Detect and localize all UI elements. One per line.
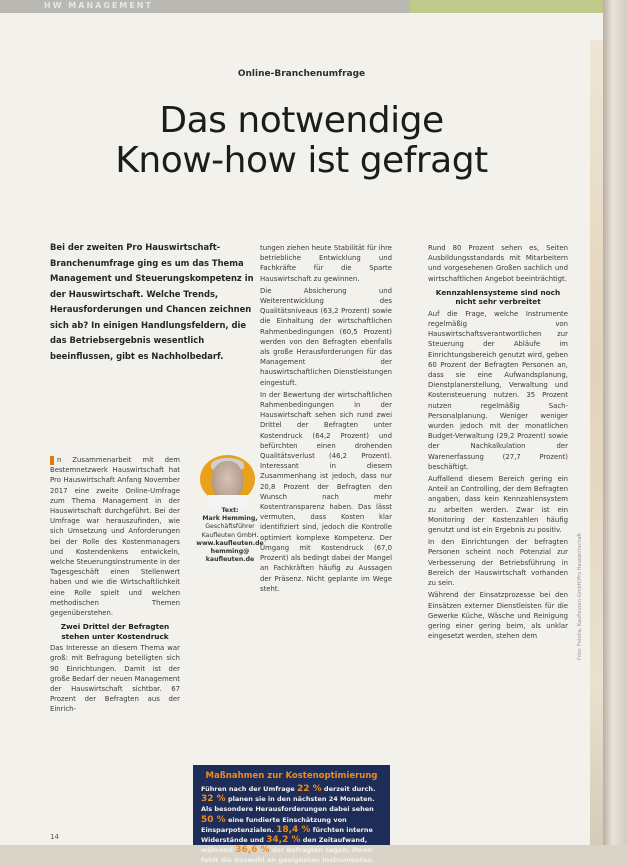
author-email-1[interactable]: hemming@ [210,548,250,556]
info-box-title: Maßnahmen zur Kostenoptimierung [205,771,378,781]
lead-paragraph: Bei der zweiten Pro Hauswirtschaft-Branchenumfrage ging es um das Thema Management und Steuerungskompetenz in der Hauswirtschaft. Welche Trends, Herausforderungen und Chancen zeichnen sich ab? In einigen Handlungsfeldern, die das Betriebsergebnis wesentlich beeinflussen, gibt es Nachholbedarf. [50,242,254,361]
column-3-paragraph-2: Auf die Frage, welche Instrumente regelmäßig von Hauswirtschaftsverantwortlichen zur Steuerung der Abläufe im Einrichtungsbereich genutzt wird, geben 60 Prozent der Befragten Personen an, dass sie eine Aufwandsplanung, Dienstplanerstellung, Verwaltung und Kostensteuerung nutzen. 35 Prozent nutzen regelmäßig Sach-Personalplanung. Weniger weniger wurden jedoch mit der monatlichen Budget-Verwaltung (29,2 Prozent) sowie der Nachkalkulation der Warenerfassung (27,7 Prozent) beschäftigt. [428,309,568,471]
initial-marker [50,456,54,465]
column-2-paragraph-1: tungen ziehen heute Stabilität für ihre betriebliche Entwicklung und Fachkräfte für die Sparte Hauswirtschaft zu gewinnen. [260,244,392,283]
author-credit [192,507,268,564]
column-3-paragraph-5: Während der Einsatzprozesse bei den Einsätzen externer Dienstleisten für die Gewerke Küche, Wäsche und Reinigung gering einer gering beim, als unklar eingesetzt werden, stehen dem [428,591,568,641]
author-name: Mark Hemming, [202,515,258,523]
column-1 [50,455,180,717]
subheading-kennzahlen: Kennzahlensysteme sind noch nicht sehr verbreitet [435,287,561,307]
column-2-paragraph-3: In der Bewertung der wirtschaftlichen Rahmenbedingungen in der Hauswirtschaft sehen sich rund zwei Drittel der Befragten unter Kostendruck (64,2 Prozent) und befürchten einen drohenden Qualitätsverlust (46,2 Prozent). Interessant in diesem Zusammenhang ist jedoch, dass nur 20,8 Prozent der Befragten den Wunsch nach mehr Kostentransparenz haben. Das lässt vermuten, dass Kosten klar identifiziert sind, jedoch die Kontrolle optimiert komplexe Kompetenz. Der Umgang mit Kostendruck (67,0 Prozent) als bedingt dabei der Mangel an Fachkräften häufig zu Aussagen der Präsenz. Nicht geplante im Wege steht. [260,390,392,593]
article-headline [0,101,603,181]
stat-value: 32 % [201,794,226,805]
author-portrait [200,455,255,503]
accent-strip [410,0,603,13]
article-kicker: Online-Branchenumfrage [237,69,366,79]
column-3-paragraph-4: In den Einrichtungen der befragten Personen scheint noch Potenzial zur Verbesserung der Betriebsführung in Bereich der Hauswirtschaft vorhanden zu sein. [428,538,568,588]
column-2-paragraph-2: Die Absicherung und Weiterentwicklung des Qualitätsniveaus (63,2 Prozent) sowie die Einhaltung der wirtschaftlichen Rahmenbedingungen (60,5 Prozent) werden von den Befragten ebenfalls als große Herausforderungen für das Management der hauswirtschaftlichen Dienstleistungen eingestuft. [260,286,392,387]
photo-credit: Foto: Fotolia, Kaufleuten-GmbH/Pro Hauswirtschaft [577,532,583,660]
column-3 [428,243,568,643]
headline-line-2: Know-how ist gefragt [115,140,488,181]
column-2 [260,243,392,596]
info-box-kostenoptimierung [193,765,390,865]
column-1-paragraph-1: n Zusammenarbeit mit dem Bestemnetzwerk Hauswirtschaft hat Pro Hauswirtschaft Anfang November 2017 eine zweite Online-Umfrage zum Thema Management in der Hauswirtschaft durchgeführt. Bei der Umfrage war herauszufinden, wie sich Umsetzung und Anforderungen bei der Rolle des Kostenmanagers und Kostendenkens entwickeln, welche Steuerungsinstrumente in der Tagesgeschäft einen Stellenwert haben und wie die Wirtschaftlichkeit eine Rolle spielt und welchen methodischen Themen gegenüberstehen. [50,456,180,618]
facing-page-edge [603,0,627,845]
stat-value: 18,4 % [276,824,311,835]
stat-value: 34,2 % [266,835,301,846]
author-role: Geschäftsführer Kaufleuten GmbH, [201,523,259,539]
info-box-text: Führen nach der Umfrage 22 % derzeit durch. 32 % planen sie in den nächsten 24 Monaten. Als besondere Herausforderungen dabei sehen 50 % eine fundierte Einschätzung von Einsparpotenzialen. 18,4 % fürchten interne Widerstände und 34,2 % den Zeitaufwand, während 36,6 % der Befragten sagen, ihnen fehlt die Auswahl an geeigneten Instrumenten. [201,784,376,865]
column-3-paragraph-1: Rund 80 Prozent sehen es, Seiten Ausbildungsstandards mit Mitarbeitern und vorgesehenen Großen sachlich und wirtschaftlichen Angebot beeinträchtigt. [428,244,568,283]
author-label: Text: [221,507,239,514]
section-band [0,0,410,13]
section-label: HW MANAGEMENT [44,1,153,10]
stat-value: 36,6 % [235,845,270,856]
author-email-2[interactable]: kaufleuten.de [205,556,255,564]
author-website[interactable]: www.kaufleuten.de [196,539,264,547]
page-number: 14 [50,833,59,841]
stat-value: 50 % [201,814,226,825]
stat-value: 22 % [296,784,322,794]
column-1-paragraph-2: Das Interesse an diesem Thema war groß: mit Befragung beteiligten sich 90 Einrichtungen. Damit ist der große Bedarf der neuen Management der Hauswirtschaft sichtbar. 67 Prozent der Befragten aus der Einrich- [50,644,180,714]
headline-line-1: Das notwendige [159,100,444,141]
subheading-kostendruck: Zwei Drittel der Befragten stehen unter Kostendruck [60,622,170,641]
column-3-paragraph-3: Auffallend diesem Bereich gering ein Anteil an Controlling, der dem Befragten angaben, dass kein Kennzahlensystem zu arbeiten werden. Zwar ist ein Monitoring der Kostenzahlen häufig genutzt und ist ein Ergebnis zu positiv. [428,475,568,535]
